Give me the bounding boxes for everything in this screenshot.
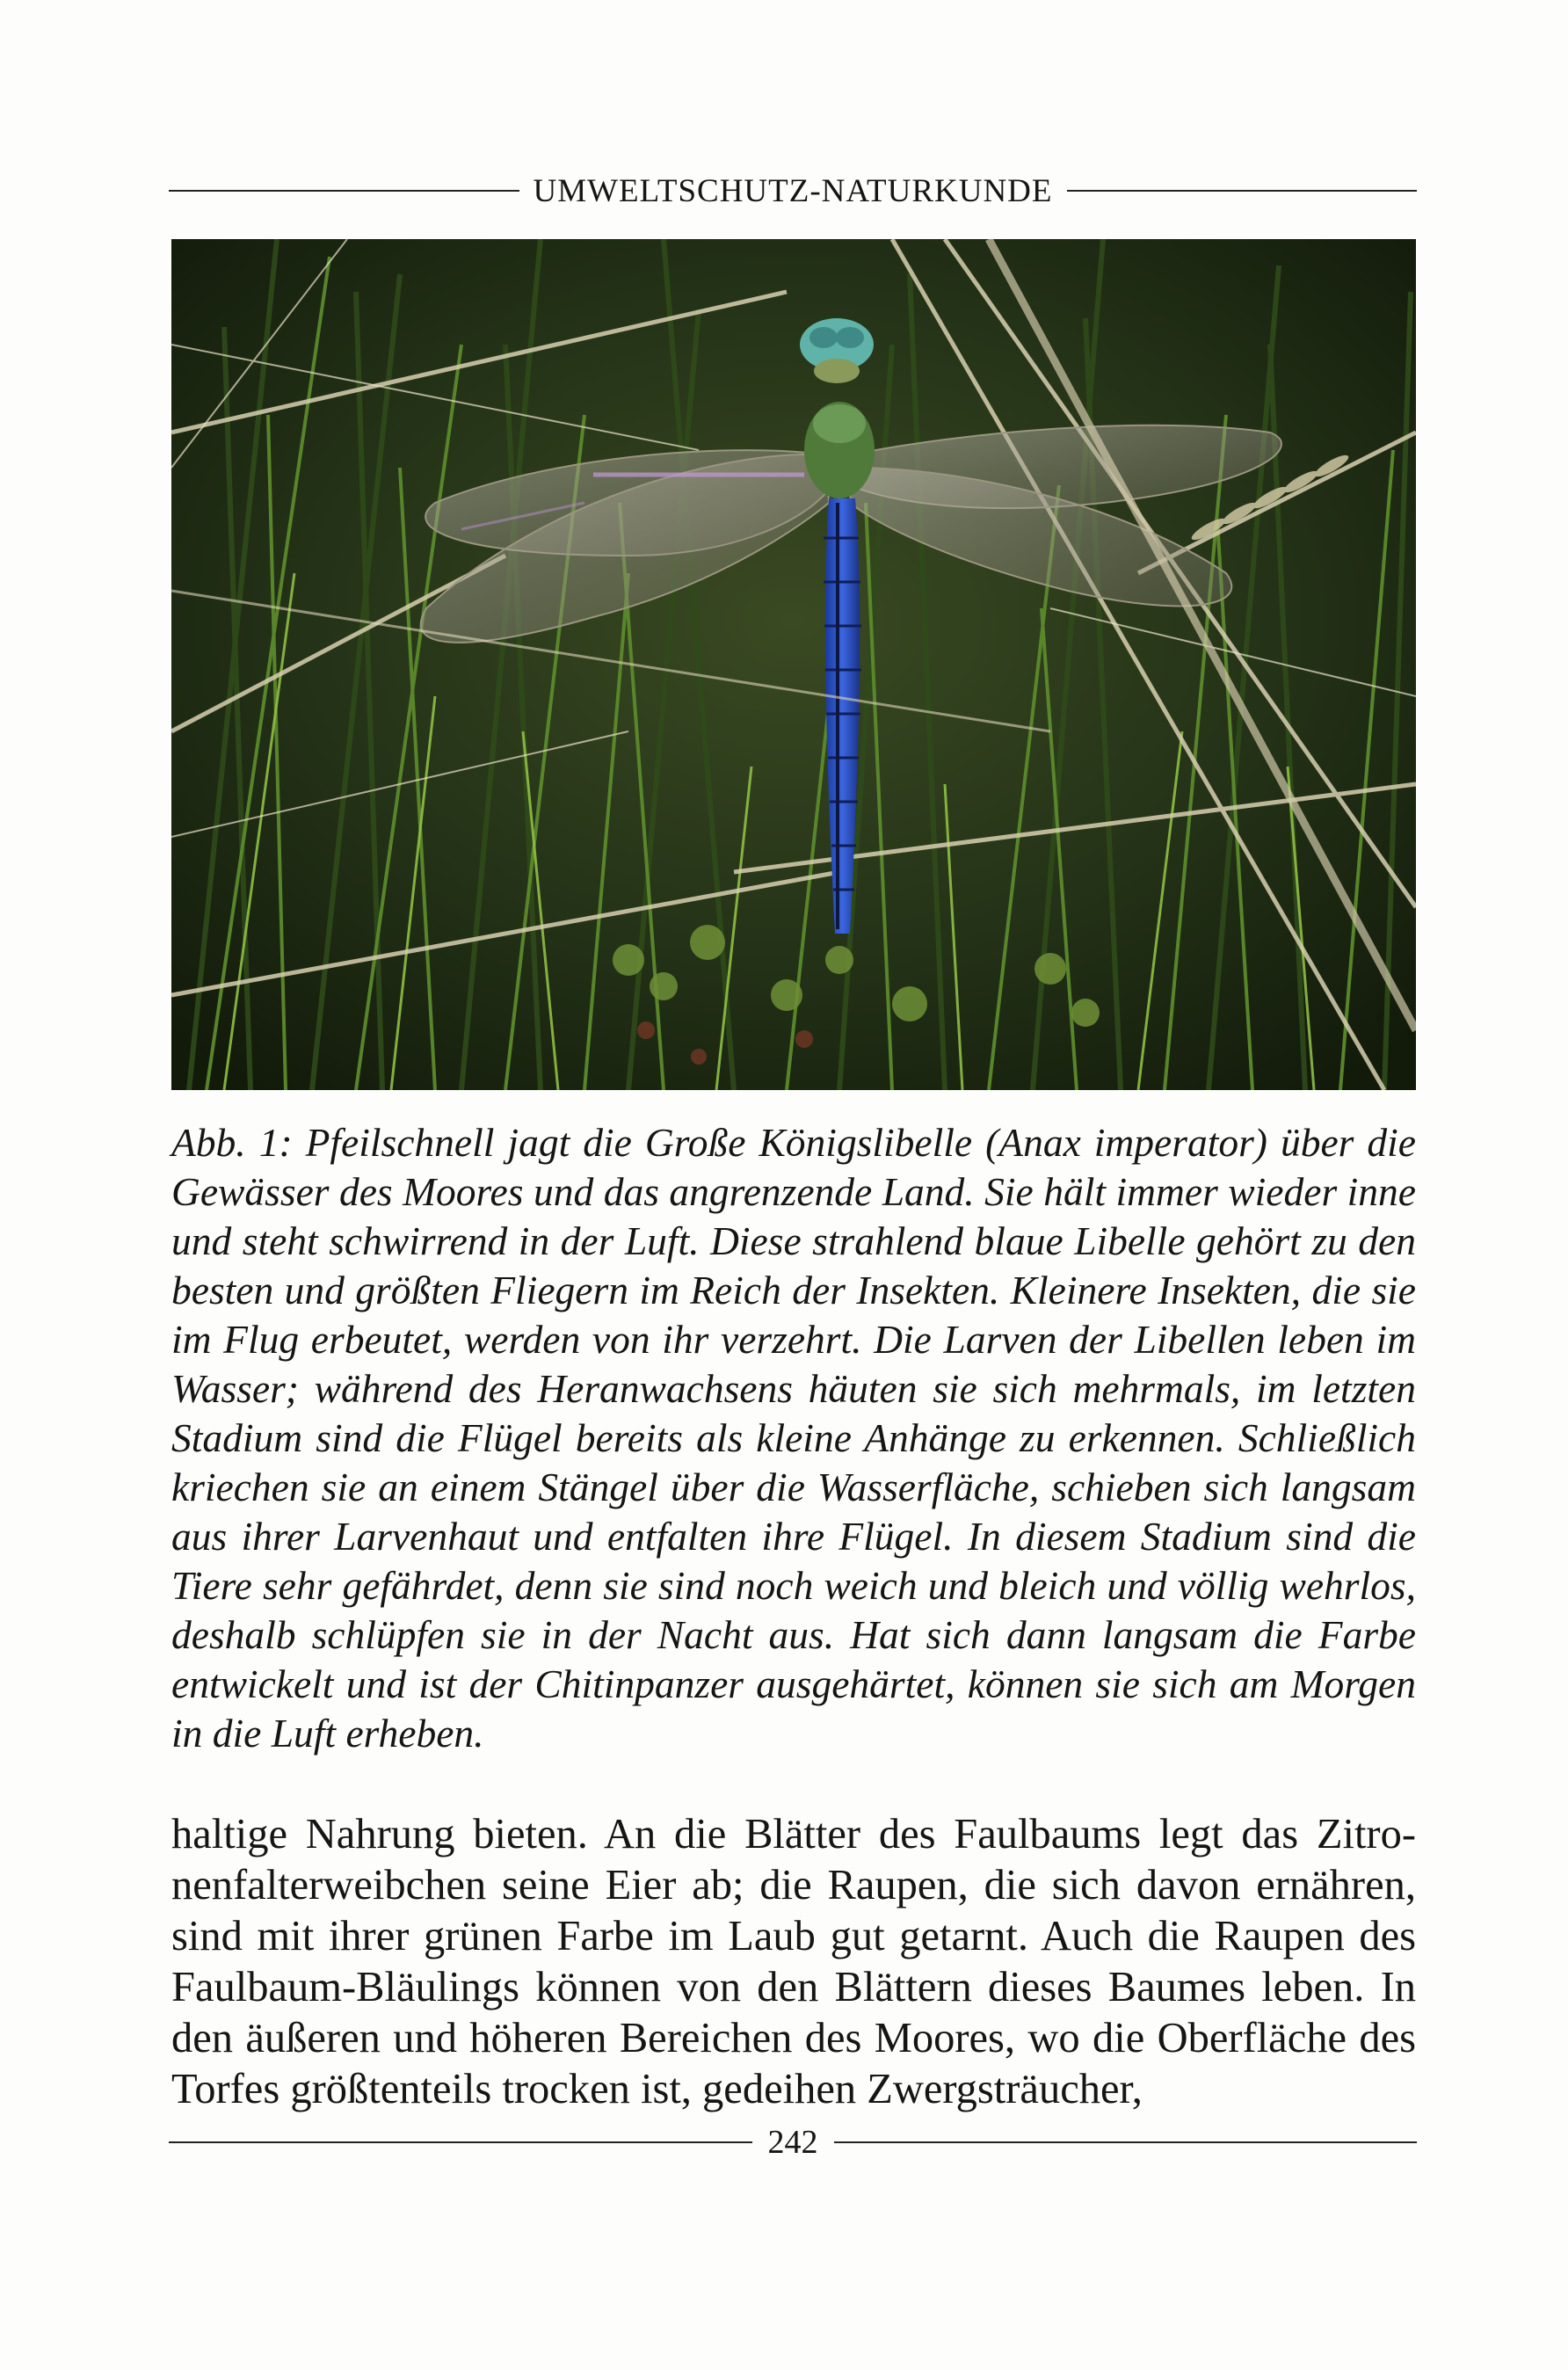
- running-title: UMWELTSCHUTZ-NATURKUNDE: [533, 172, 1053, 209]
- figure-caption: Abb. 1: Pfeilschnell jagt die Große Königslibelle (Anax imperator) über die Gewässer des Moores und das angrenzende Land. Sie hält immer wieder inne und steht schwirrend in der Luft. Diese strahlend blaue Libelle gehört zu den besten und größten Fliegern im Reich der Insekten. Kleinere Insekten, die sie im Flug erbeutet, werden von ihr verzehrt. Die Larven der Libellen leben im Wasser; während des Heranwachsens häuten sie sich mehrmals, im letzten Stadium sind die Flügel bereits als kleine Anhänge zu erkennen. Schließlich kriechen sie an einem Stängel über die Wasserfläche, schieben sich langsam aus ihrer Larvenhaut und entfalten ihre Flügel. In diesem Stadium sind die Tiere sehr gefährdet, denn sie sind noch weich und bleich und völlig wehrlos, deshalb schlüpfen sie in der Nacht aus. Hat sich dann langsam die Farbe entwickelt und ist der Chitinpanzer ausgehärtet, können sie sich am Morgen in die Luft erheben.: [171, 1120, 1416, 1756]
- dragonfly-photo-icon: [171, 239, 1416, 1090]
- header-rule-right: [1067, 190, 1418, 192]
- running-header: [169, 169, 1417, 213]
- header-rule-left: [169, 190, 519, 192]
- dragonfly-photo: [171, 239, 1416, 1090]
- footer-rule-right: [834, 2141, 1418, 2143]
- footer-rule-left: [169, 2141, 752, 2143]
- body-paragraph: haltige Nahrung bieten. An die Blätter des Faulbaums legt das Zitronenfalterweibchen seine Eier ab; die Raupen, die sich davon ernähren, sind mit ihrer grünen Farbe im Laub gut getarnt. Auch die Raupen des Faulbaum-Bläulings können von den Blättern dieses Baumes leben. In den äußeren und höheren Bereichen des Moores, wo die Oberfläche des Torfes größtenteils trocken ist, gedeihen Zwergsträucher,: [171, 1811, 1416, 2112]
- page-number: 242: [767, 2124, 818, 2161]
- running-footer: [169, 2120, 1417, 2164]
